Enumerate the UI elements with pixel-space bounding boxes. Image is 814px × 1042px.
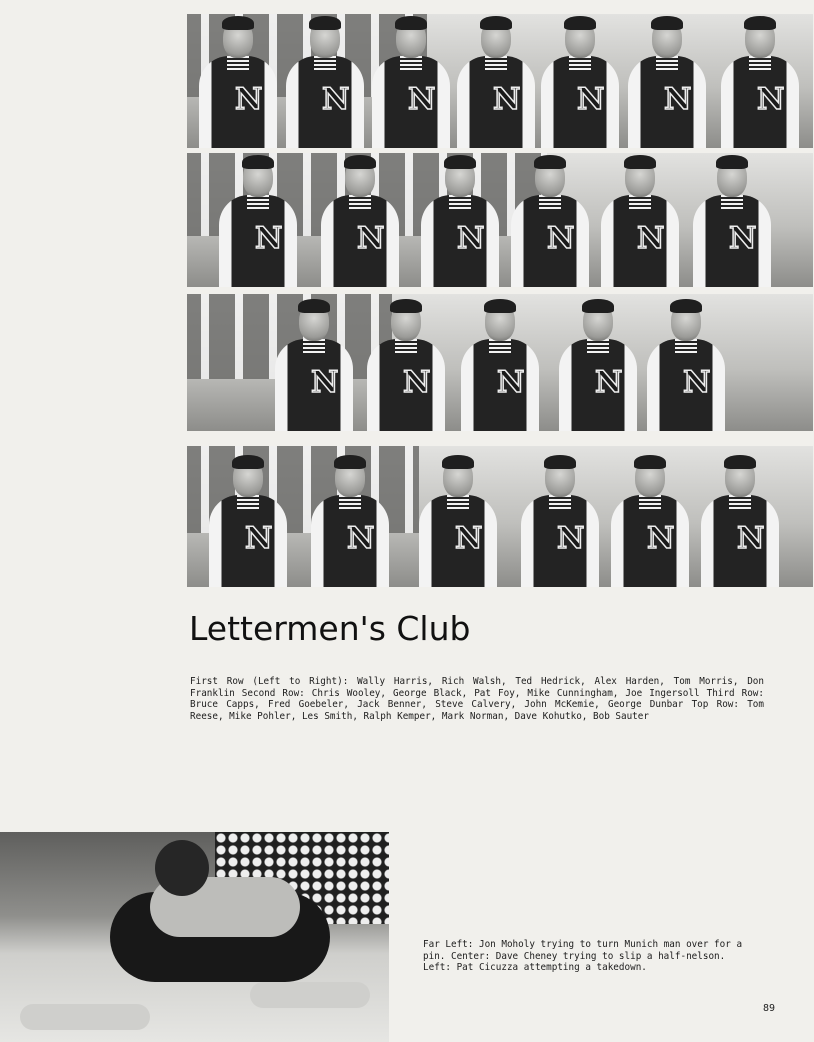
group-photo-bottom-row	[187, 446, 813, 587]
wrestling-photo	[0, 832, 389, 1042]
team-member: N	[417, 155, 503, 287]
team-member: N	[689, 155, 775, 287]
team-member: N	[597, 155, 683, 287]
team-member: N	[697, 455, 783, 587]
team-member: N	[453, 16, 539, 148]
team-member: N	[517, 455, 603, 587]
wrestler-head	[155, 840, 209, 896]
team-member: N	[643, 299, 729, 431]
team-member: N	[363, 299, 449, 431]
team-member: N	[555, 299, 641, 431]
wrestler-leg	[20, 1004, 150, 1030]
page-title: Lettermen's Club	[189, 609, 471, 648]
group-photo-second-row	[187, 153, 813, 287]
team-member: N	[205, 455, 291, 587]
team-member: N	[282, 16, 368, 148]
team-member: N	[271, 299, 357, 431]
team-member: N	[317, 155, 403, 287]
team-member: N	[195, 16, 281, 148]
team-member: N	[537, 16, 623, 148]
team-member: N	[415, 455, 501, 587]
team-member: N	[624, 16, 710, 148]
group-photo-top-row	[187, 14, 813, 148]
group-photo-third-row	[187, 294, 813, 431]
team-member: N	[307, 455, 393, 587]
page-number: 89	[763, 1003, 776, 1014]
team-member: N	[215, 155, 301, 287]
wrestling-caption: Far Left: Jon Moholy trying to turn Munich man over for a pin. Center: Dave Cheney trying to slip a half-nelson. Left: Pat Cicuzza attempting a takedown.	[423, 939, 743, 974]
team-member: N	[368, 16, 454, 148]
team-member: N	[507, 155, 593, 287]
group-photo-caption: First Row (Left to Right): Wally Harris, Rich Walsh, Ted Hedrick, Alex Harden, Tom Morris, Don Franklin Second Row: Chris Wooley, George Black, Pat Foy, Mike Cunningham, Joe Ingersoll Third Row: Bruce Capps, Fred Goebeler, Jack Benner, Steve Calvery, John McKemie, George Dunbar Top Row: Tom Reese, Mike Pohler, Les Smith, Ralph Kemper, Mark Norman, Dave Kohutko, Bob Sauter	[190, 676, 764, 722]
team-member: N	[607, 455, 693, 587]
wrestler-leg	[250, 982, 370, 1008]
team-member: N	[457, 299, 543, 431]
team-member: N	[717, 16, 803, 148]
